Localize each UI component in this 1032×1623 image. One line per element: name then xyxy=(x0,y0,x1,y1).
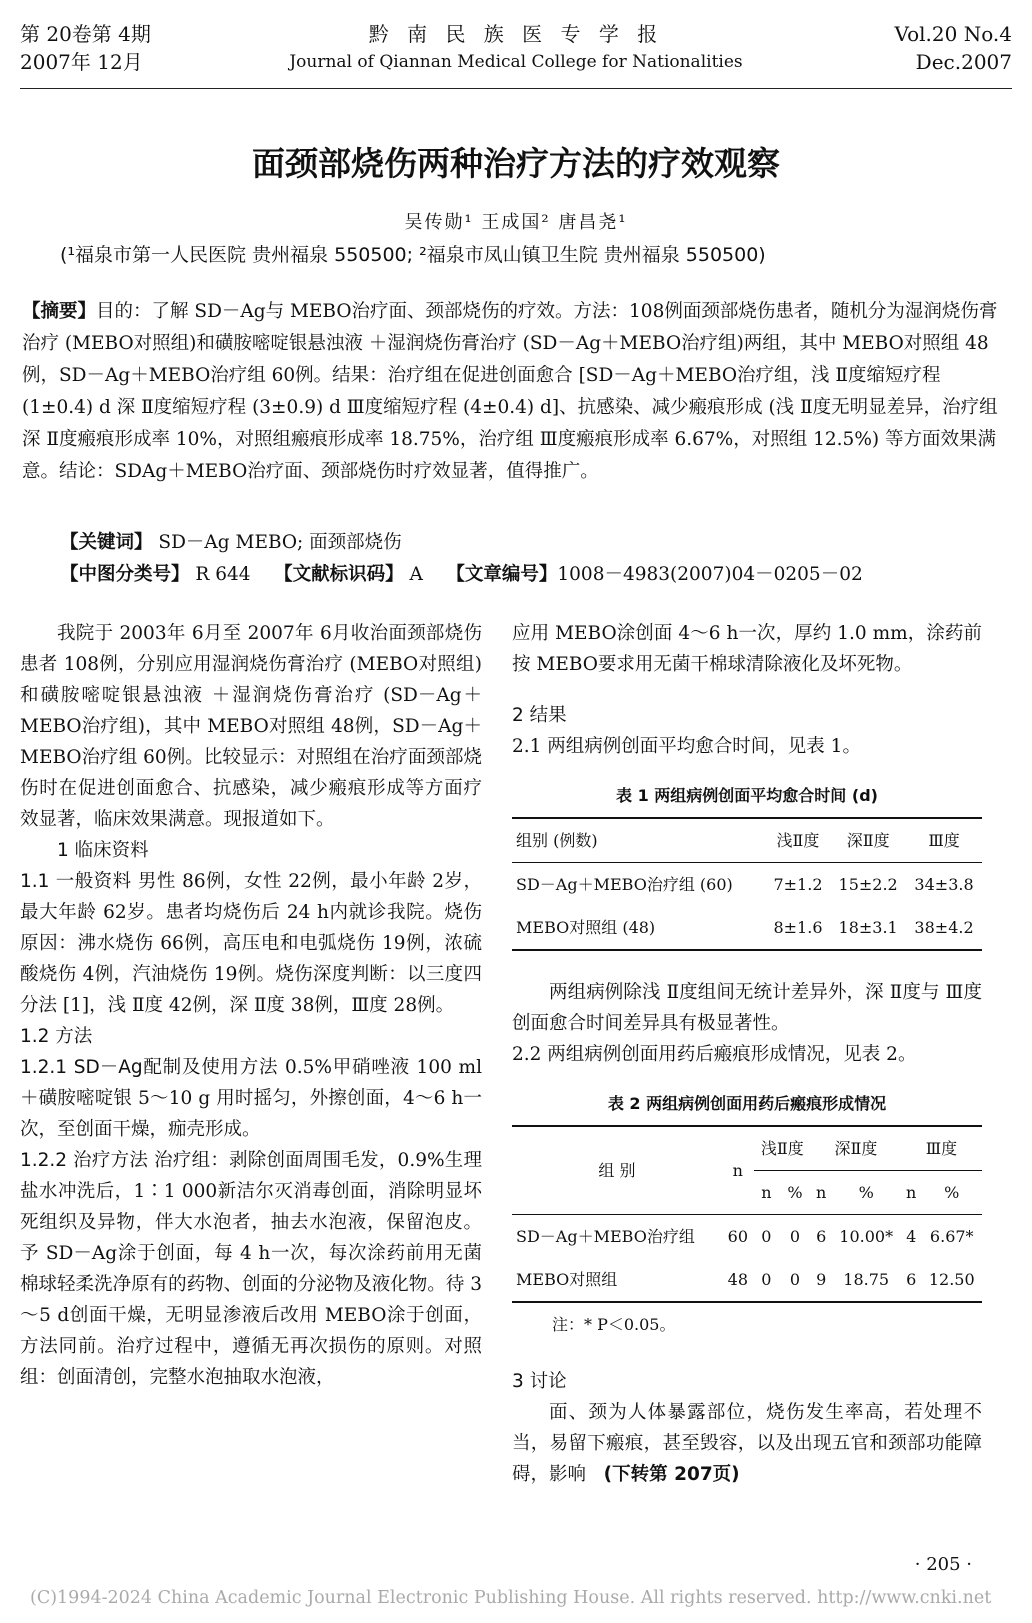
section-1-2-1: 1.2.1 SD－Ag配制及使用方法 0.5%甲硝唑液 100 ml＋磺胺嘧啶银 5～10 g 用时摇匀，外擦创面，4～6 h一次，至创面干燥，痂壳形成。 xyxy=(20,1057,482,1140)
discussion-text: 面、颈为人体暴露部位，烧伤发生率高，若处理不当，易留下瘢痕，甚至毁容，以及出现五官和颈部功能障碍，影响 (下转第 207页) xyxy=(512,1402,982,1485)
page-number: · 205 · xyxy=(914,1554,972,1575)
section-1-2-2: 1.2.2 治疗方法 治疗组：剥除创面周围毛发，0.9%生理盐水冲洗后，1∶1 000新洁尔灭消毒创面，消除明显坏死组织及异物，伴大水泡者，抽去水泡液，保留泡皮。予 SD－Ag涂于创面，每 4 h一次，每次涂药前用无菌棉球轻柔洗净原有的药物、创面的分泌物及液化物。待 3～5 d创面干燥，无明显渗液后改用 MEBO涂于创面，方法同前。治疗过程中，遵循无再次损伤的原则。对照组：创面清创，完整水泡抽取水泡液， xyxy=(20,1150,482,1388)
section-1-2-heading: 1.2 方法 xyxy=(20,1026,93,1047)
abstract-text: 目的：了解 SD－Ag与 MEBO治疗面、颈部烧伤的疗效。方法：108例面颈部烧伤患者，随机分为湿润烧伤膏治疗 (MEBO对照组)和磺胺嘧啶银悬浊液 ＋湿润烧伤膏治疗 (SD－Ag＋MEBO治疗组)两组，其中 MEBO对照组 48例，SD－Ag＋MEBO治疗组 60例。结果：治疗组在促进创面愈合 [SD－Ag＋MEBO治疗组，浅 Ⅱ度缩短疗程 (1±0.4) d 深 Ⅱ度缩短疗程 (3±0.9) d Ⅲ度缩短疗程 (4±0.4) d]、抗感染、减少瘢痕形成 (浅 Ⅱ度无明显差异，治疗组深 Ⅱ度瘢痕形成率 10%，对照组瘢痕形成率 18.75%，治疗组 Ⅲ度瘢痕形成率 6.67%，对照组 12.5%) 等方面效果满意。结论：SDAg＋MEBO治疗面、颈部烧伤时疗效显著，值得推广。 xyxy=(22,301,998,482)
section-3-heading: 3 讨论 xyxy=(512,1371,567,1392)
section-1-1: 1.1 一般资料 男性 86例，女性 22例，最小年龄 2岁，最大年龄 62岁。患者均烧伤后 24 h内就诊我院。烧伤原因：沸水烧伤 66例，高压电和电弧烧伤 19例，浓硫酸烧伤 4例，汽油烧伤 19例。烧伤深度判断：以三度四分法 [1]，浅 Ⅱ度 42例，深 Ⅱ度 38例，Ⅲ度 28例。 xyxy=(20,871,482,1016)
intro-paragraph: 我院于 2003年 6月至 2007年 6月收治面颈部烧伤患者 108例，分别应用湿润烧伤膏治疗 (MEBO对照组)和磺胺嘧啶银悬浊液 ＋湿润烧伤膏治疗 (SD－Ag＋MEBO治疗组)，其中 MEBO对照组 48例，SD－Ag＋MEBO治疗组 60例。比较显示：对照组在治疗面颈部烧伤时在促进创面愈合、抗感染，减少瘢痕形成等方面疗效显著，临床效果满意。现报道如下。 xyxy=(20,623,482,830)
affiliations: (¹福泉市第一人民医院 贵州福泉 550500; ²福泉市凤山镇卫生院 贵州福泉 550500) xyxy=(60,244,766,266)
table-row: MEBO对照组 48 0 0 9 18.75 6 12.50 xyxy=(512,1258,982,1302)
section-2-1: 2.1 两组病例创面平均愈合时间，见表 1。 xyxy=(512,736,861,757)
right-column xyxy=(512,618,982,1490)
abstract xyxy=(22,296,1012,488)
journal-title-en: Journal of Qiannan Medical College for Nationalities xyxy=(289,52,743,72)
abstract-label: 【摘要】 xyxy=(22,301,97,322)
continued-text: 应用 MEBO涂创面 4～6 h一次，厚约 1.0 mm，涂药前按 MEBO要求用无菌干棉球清除液化及坏死物。 xyxy=(512,623,982,675)
authors: 吴传勋¹ 王成国² 唐昌尧¹ xyxy=(404,212,628,233)
table-1: 组别 (例数) 浅Ⅱ度 深Ⅱ度 Ⅲ度 SD－Ag＋MEBO治疗组 (60) 7±1.2 15±2.2 34±3.8 MEBO对照组 (48) 8±1.6 18±3.1 38±4.2 xyxy=(512,817,982,951)
article-title: 面颈部烧伤两种治疗方法的疗效观察 xyxy=(252,144,780,183)
continued-note: (下转第 207页) xyxy=(603,1464,740,1485)
left-column xyxy=(20,618,482,1393)
table-1-caption: 表 1 两组病例创面平均愈合时间 (d) xyxy=(616,786,878,805)
table-2-caption: 表 2 两组病例创面用药后瘢痕形成情况 xyxy=(607,1094,887,1113)
table-1-discussion: 两组病例除浅 Ⅱ度组间无统计差异外，深 Ⅱ度与 Ⅲ度创面愈合时间差异具有极显著性。 xyxy=(512,982,982,1034)
table-row: MEBO对照组 (48) 8±1.6 18±3.1 38±4.2 xyxy=(512,906,982,950)
table-2-note: 注：* P＜0.05。 xyxy=(552,1315,676,1334)
section-2-heading: 2 结果 xyxy=(512,705,567,726)
table-row: SD－Ag＋MEBO治疗组 60 0 0 6 10.00* 4 6.67* xyxy=(516,1227,974,1246)
section-2-2: 2.2 两组病例创面用药后瘢痕形成情况，见表 2。 xyxy=(512,1044,917,1065)
journal-header xyxy=(20,18,1012,89)
section-1-heading: 1 临床资料 xyxy=(57,840,149,861)
classification-line: 【中图分类号】 R 644 【文献标识码】 A 【文章编号】1008－4983(2007)04－0205－02 xyxy=(60,564,863,585)
journal-title-cn: 黔 南 民 族 医 专 学 报 xyxy=(368,22,664,46)
copyright-footer: (C)1994-2024 China Academic Journal Electronic Publishing House. All rights reserved. http://www.cnki.net xyxy=(30,1588,992,1608)
table-2: 组 别 n 浅Ⅱ度 深Ⅱ度 Ⅲ度 n % n % n % SD－Ag＋MEBO治疗组 60 0 0 6 10.00* 4 6.67* MEBO对照组 48 0 0 9 18.75 6 12.50 xyxy=(512,1125,982,1303)
keywords: 【关键词】 SD－Ag MEBO; 面颈部烧伤 xyxy=(60,532,402,553)
volume-issue: 第 20卷第 4期 2007年 12月 xyxy=(20,22,151,74)
volume-date-en: Vol.20 No.4 Dec.2007 xyxy=(894,22,1012,74)
table-row: SD－Ag＋MEBO治疗组 (60) 7±1.2 15±2.2 34±3.8 xyxy=(516,875,974,894)
